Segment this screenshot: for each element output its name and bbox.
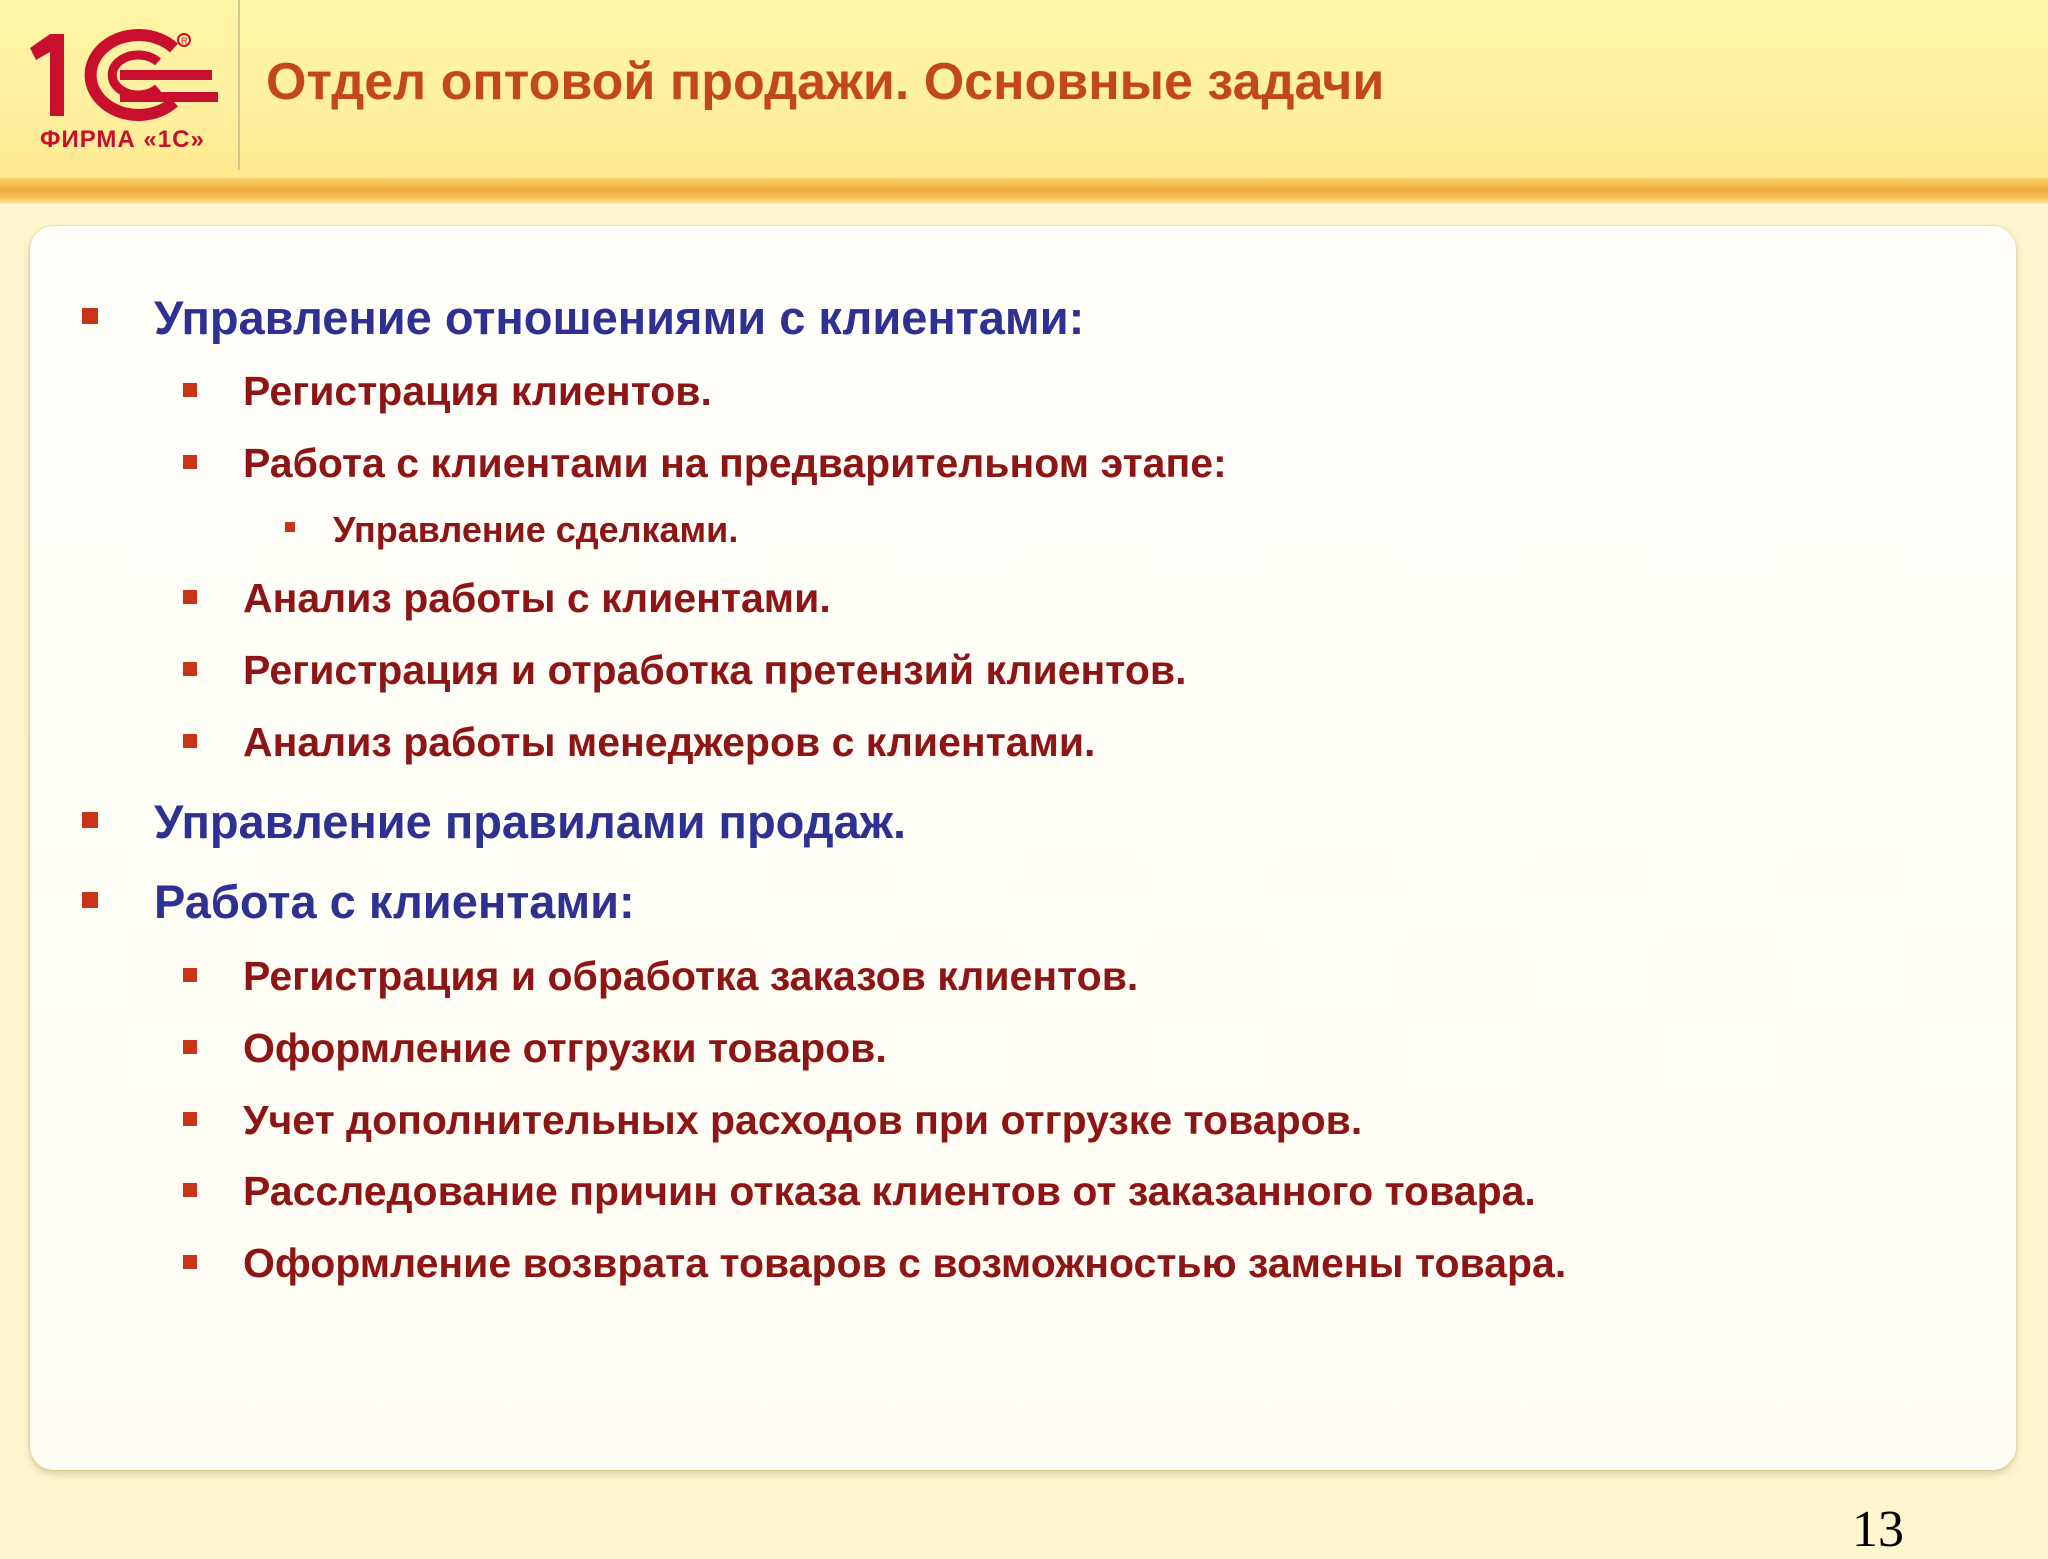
- list-item: [243, 647, 1186, 694]
- list-item: [243, 953, 1138, 1000]
- list-item: [243, 719, 1095, 766]
- list-item-text: Оформление возврата товаров с возможностью замены товара.: [243, 1240, 1567, 1286]
- square-bullet-icon: [82, 308, 98, 324]
- list-item-text: Учет дополнительных расходов при отгрузке товаров.: [243, 1097, 1363, 1143]
- list-item: [154, 874, 635, 929]
- square-bullet-icon: [183, 1112, 197, 1126]
- slide-title: Отдел оптовой продажи. Основные задачи: [266, 53, 1385, 111]
- square-bullet-icon: [183, 968, 197, 982]
- list-item-text: Анализ работы менеджеров с клиентами.: [243, 719, 1096, 765]
- logo-caption: ФИРМА «1С»: [40, 126, 205, 153]
- list-item: [243, 575, 831, 622]
- list-item-text: Регистрация и отработка претензий клиентов.: [243, 647, 1187, 693]
- list-item-text: Регистрация клиентов.: [243, 368, 712, 414]
- square-bullet-icon: [183, 383, 197, 397]
- list-item: [243, 1168, 1536, 1215]
- list-item: [243, 440, 1227, 487]
- square-bullet-icon: [285, 522, 295, 532]
- list-item-text: Работа с клиентами:: [154, 875, 635, 928]
- list-item-text: Оформление отгрузки товаров.: [243, 1025, 887, 1071]
- list-item-text: Работа с клиентами на предварительном этапе:: [243, 440, 1227, 486]
- square-bullet-icon: [183, 1255, 197, 1269]
- square-bullet-icon: [183, 455, 197, 469]
- list-item-text: Управление правилами продаж.: [154, 795, 907, 848]
- square-bullet-icon: [183, 662, 197, 676]
- page-number: 13: [1852, 1501, 1904, 1558]
- square-bullet-icon: [82, 892, 98, 908]
- list-item-text: Анализ работы с клиентами.: [243, 575, 831, 621]
- logo-1c-icon: [24, 26, 224, 126]
- list-item-text: Управление сделками.: [333, 509, 739, 550]
- list-item: [333, 509, 738, 551]
- list-item-text: Расследование причин отказа клиентов от заказанного товара.: [243, 1168, 1536, 1214]
- square-bullet-icon: [82, 812, 98, 828]
- list-item: [243, 1240, 1566, 1287]
- list-item-text: Регистрация и обработка заказов клиентов.: [243, 953, 1139, 999]
- list-item: [154, 794, 906, 849]
- square-bullet-icon: [183, 590, 197, 604]
- svg-text:R: R: [181, 36, 188, 46]
- company-logo: [24, 26, 224, 166]
- list-item: [154, 290, 1084, 345]
- list-item: [243, 1025, 887, 1072]
- square-bullet-icon: [183, 1040, 197, 1054]
- list-item: [243, 1097, 1362, 1144]
- square-bullet-icon: [183, 1183, 197, 1197]
- list-item-text: Управление отношениями с клиентами:: [154, 291, 1085, 344]
- header-divider: [238, 0, 240, 170]
- header-stripe: [0, 178, 2048, 204]
- list-item: [243, 368, 712, 415]
- square-bullet-icon: [183, 734, 197, 748]
